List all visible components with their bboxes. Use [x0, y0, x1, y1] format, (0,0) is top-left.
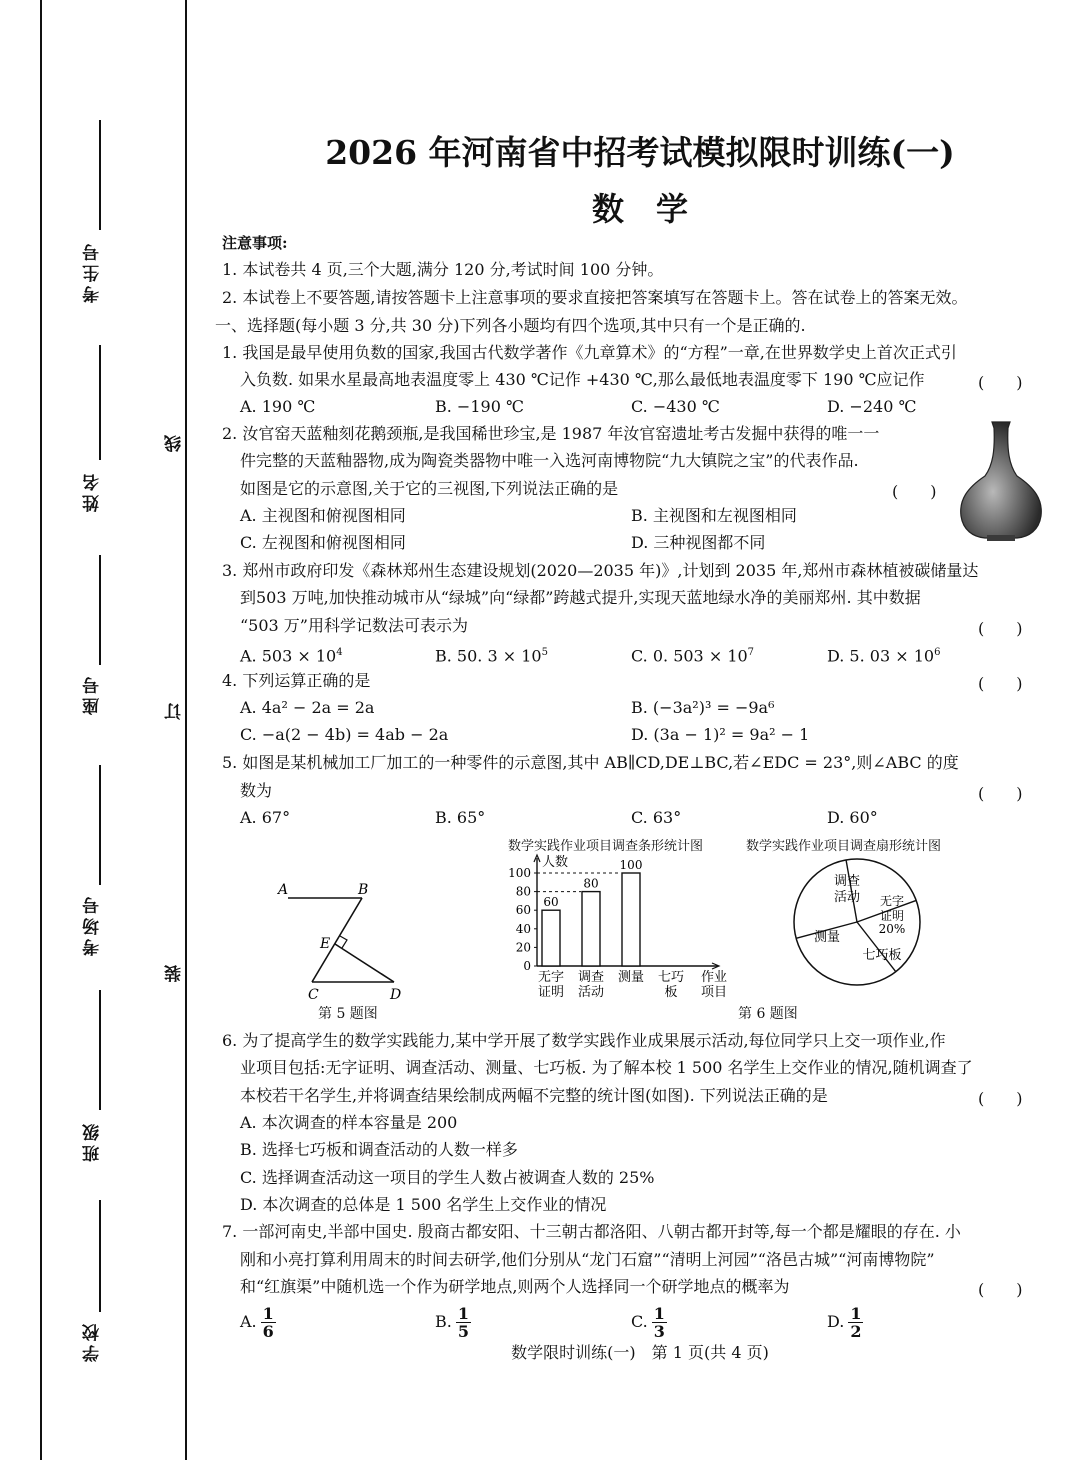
bar-category-label: 七巧: [657, 970, 685, 985]
q2-option-b: B. 主视图和左视图相同: [631, 506, 797, 525]
binding-mark-order: 订: [165, 703, 185, 720]
q7-option-c-fraction: [652, 1305, 667, 1340]
q5-right-angle-mark: [340, 936, 347, 948]
q1-answer-paren: ( ): [978, 373, 1023, 392]
bar-x-label: 项目: [700, 985, 728, 1000]
school-label: 学校: [83, 1320, 103, 1362]
q7-line-3: 和“红旗渠”中随机选一个作为研学地点,则两个人选择同一个研学地点的概率为: [240, 1277, 790, 1296]
bar-category-label: 活动: [577, 985, 605, 1000]
q5-option-c: C. 63°: [631, 808, 682, 827]
q5-option-d: D. 60°: [827, 808, 878, 827]
q7-answer-paren: ( ): [978, 1280, 1023, 1299]
q3-option-a-base: A. 503 × 10: [240, 646, 337, 666]
q1-option-d: D. −240 ℃: [827, 397, 917, 416]
q3-option-d: [827, 643, 940, 666]
q7-line-2: 刚和小亮打算利用周末的时间去研学,他们分别从“龙门石窟”“清明上河园”“洛邑古城”“河南博物院”: [240, 1250, 935, 1269]
q3-option-c-exp: 7: [747, 647, 755, 658]
pie-label-proof: 无字: [879, 894, 905, 908]
section-1-heading: 一、选择题(每小题 3 分,共 30 分)下列各小题均有四个选项,其中只有一个是正确的.: [215, 316, 806, 335]
q5-figure-caption: 第 5 题图: [318, 1006, 378, 1022]
bar-category-label: 无字: [537, 970, 565, 985]
q6-option-c: C. 选择调查活动这一项目的学生人数占被调查人数的 25%: [240, 1168, 655, 1187]
q2-line-2: 件完整的天蓝釉器物,成为陶瓷类器物中唯一入选河南博物院“九大镇院之宝”的代表作品.: [240, 451, 859, 470]
q1-line-2: 入负数. 如果水星最高地表温度零上 430 ℃记作 +430 ℃,那么最低地表温度零下 190 ℃应记作: [240, 370, 925, 389]
bar-3: [622, 873, 640, 966]
bar-y-tick-label: 60: [515, 903, 531, 918]
class-field[interactable]: [99, 990, 101, 1110]
note-2: 2. 本试卷上不要答题,请按答题卡上注意事项的要求直接把答案填写在答题卡上。答在试卷上的答案无效。: [222, 288, 968, 307]
q4-option-d: D. (3a − 1)² = 9a² − 1: [631, 725, 810, 744]
note-1: 1. 本试卷共 4 页,三个大题,满分 120 分,考试时间 100 分钟。: [222, 260, 664, 279]
pie-value-label-proof: 20%: [878, 922, 906, 936]
bar-category-label: 证明: [537, 985, 565, 1000]
q7-option-b-fraction: [456, 1305, 471, 1340]
q5-label-e: E: [320, 936, 331, 952]
q7-option-b-den: 5: [457, 1322, 469, 1341]
name-label: 姓名: [83, 470, 103, 512]
q7-option-d-fraction: [848, 1305, 863, 1340]
pie-chart: [790, 855, 925, 990]
q1-line-1: 1. 我国是最早使用负数的国家,我国古代数学著作《九章算术》的“方程”一章,在世界数学史上首次正式引: [222, 343, 957, 362]
q3-option-a-exp: 4: [336, 647, 343, 658]
q5-option-a: A. 67°: [240, 808, 291, 827]
subject-title: 数 学: [591, 190, 688, 228]
q4-option-a: A. 4a² − 2a = 2a: [240, 698, 375, 717]
bar-1: [542, 910, 560, 966]
room-no-field[interactable]: [99, 765, 101, 885]
q3-option-b: [435, 643, 548, 666]
q3-option-b-base: B. 50. 3 × 10: [435, 646, 542, 666]
bar-y-tick-label: 100: [508, 866, 531, 880]
bar-category-label: 调查: [577, 970, 605, 985]
bar-y-tick-label: 80: [515, 884, 531, 899]
q6-option-a: A. 本次调查的样本容量是 200: [240, 1113, 458, 1132]
q7-option-c-den: 3: [653, 1322, 665, 1341]
pie-label-tangram: 七巧板: [862, 948, 902, 963]
q3-option-d-base: D. 5. 03 × 10: [827, 646, 935, 666]
q2-option-c: C. 左视图和俯视图相同: [240, 533, 406, 552]
q1-option-b: B. −190 ℃: [435, 397, 524, 416]
q7-option-d-den: 2: [850, 1322, 862, 1341]
q2-line-3: 如图是它的示意图,关于它的三视图,下列说法正确的是: [240, 479, 619, 498]
bar-category-label: 板: [664, 985, 678, 1000]
q5-label-b: B: [358, 882, 369, 898]
q4-option-b: B. (−3a²)³ = −9a⁶: [631, 698, 775, 717]
bar-y-label: 人数: [542, 855, 569, 870]
bar-value-label: 100: [619, 858, 643, 872]
binding-mark-line: 线: [165, 435, 185, 452]
q6-line-2: 业项目包括:无字证明、调查活动、测量、七巧板. 为了解本校 1 500 名学生上交作业的情况,随机调查了: [240, 1058, 973, 1077]
q7-option-c-num: 1: [653, 1304, 665, 1323]
q1-option-c: C. −430 ℃: [631, 397, 720, 416]
q7-option-c-label: C.: [631, 1312, 648, 1331]
binding-line-outer: [40, 0, 42, 1460]
q6-option-d: D. 本次调查的总体是 1 500 名学生上交作业的情况: [240, 1195, 607, 1214]
class-label: 班级: [83, 1120, 103, 1162]
pie-label-survey: 调查: [833, 874, 861, 889]
vase-image: [955, 420, 1047, 542]
q4-option-c: C. −a(2 − 4b) = 4ab − 2a: [240, 725, 449, 744]
q4-stem: 4. 下列运算正确的是: [222, 671, 371, 690]
bar-y-tick-label: 20: [515, 940, 531, 955]
binding-line-inner: [185, 0, 187, 1460]
q3-line-1: 3. 郑州市政府印发《森林郑州生态建设规划(2020—2035 年)》,计划到 2035 年,郑州市森林植被碳储量达: [222, 561, 979, 580]
q5-label-d: D: [390, 987, 402, 1003]
bar-y-tick-label: 40: [515, 921, 531, 936]
bar-chart-title: 数学实践作业项目调查条形统计图: [508, 839, 704, 854]
binding-mark-bind: 装: [165, 965, 185, 982]
seat-no-label: 座号: [83, 673, 103, 715]
q5-option-b: B. 65°: [435, 808, 486, 827]
q3-answer-paren: ( ): [978, 619, 1023, 638]
pie-label-proof: 证明: [879, 909, 905, 923]
q3-option-c-base: C. 0. 503 × 10: [631, 646, 748, 666]
q7-option-d-label: D.: [827, 1312, 845, 1331]
q3-option-c: [631, 643, 754, 666]
q7-line-1: 7. 一部河南史,半部中国史. 殷商古都安阳、十三朝古都洛阳、八朝古都开封等,每一个都是耀眼的存在. 小: [222, 1222, 961, 1241]
q7-option-a-fraction: [261, 1305, 276, 1340]
q7-option-a-den: 6: [262, 1322, 274, 1341]
q5-label-a: A: [278, 882, 289, 898]
q4-answer-paren: ( ): [978, 674, 1023, 693]
bar-2: [582, 892, 600, 966]
q3-line-2: 到503 万吨,加快推动城市从“绿城”向“绿都”跨越式提升,实现天蓝地绿水净的美丽郑州. 其中数据: [240, 588, 921, 607]
q7-option-a-label: A.: [240, 1312, 257, 1331]
q5-line-1: 5. 如图是某机械加工厂加工的一种零件的示意图,其中 AB∥CD,DE⊥BC,若∠EDC = 23°,则∠ABC 的度: [222, 753, 959, 772]
q2-option-d: D. 三种视图都不同: [631, 533, 766, 552]
q7-option-a: [240, 1305, 276, 1340]
q5-segment-de: [335, 944, 394, 982]
exam-no-label: 考生号: [83, 240, 103, 303]
q7-option-a-num: 1: [262, 1304, 274, 1323]
q3-option-d-exp: 6: [934, 647, 941, 658]
q6-option-b: B. 选择七巧板和调查活动的人数一样多: [240, 1140, 518, 1159]
seat-no-field[interactable]: [99, 555, 101, 665]
q2-line-1: 2. 汝官窑天蓝釉刻花鹅颈瓶,是我国稀世珍宝,是 1987 年汝官窑遗址考古发掘中获得的唯一一: [222, 424, 880, 443]
q2-option-a: A. 主视图和俯视图相同: [240, 506, 406, 525]
q6-answer-paren: ( ): [978, 1089, 1023, 1108]
q3-line-3: “503 万”用科学记数法可表示为: [240, 616, 468, 635]
q5-label-c: C: [308, 987, 319, 1003]
bar-value-label: 80: [583, 876, 599, 891]
name-field[interactable]: [99, 345, 101, 460]
page-footer: 数学限时训练(一) 第 1 页(共 4 页): [511, 1343, 769, 1362]
q7-option-d: [827, 1305, 863, 1340]
q6-line-3: 本校若干名学生,并将调查结果绘制成两幅不完整的统计图(如图). 下列说法正确的是: [240, 1086, 828, 1105]
q5-figure: [270, 878, 420, 1003]
bar-chart: [490, 852, 740, 1002]
school-field[interactable]: [99, 1200, 101, 1312]
q7-option-b-label: B.: [435, 1312, 452, 1331]
q3-option-b-exp: 5: [541, 647, 548, 658]
q5-answer-paren: ( ): [978, 784, 1023, 803]
q7-option-c: [631, 1305, 667, 1340]
q5-line-2: 数为: [240, 781, 273, 800]
room-no-label: 考场号: [83, 893, 103, 956]
notes-heading: 注意事项:: [222, 234, 288, 252]
q7-option-d-num: 1: [850, 1304, 862, 1323]
q7-option-b-num: 1: [457, 1304, 469, 1323]
bar-y-tick-label: 0: [523, 959, 531, 973]
q3-option-a: [240, 643, 343, 666]
bar-value-label: 60: [543, 895, 559, 910]
pie-chart-title: 数学实践作业项目调查扇形统计图: [746, 839, 942, 854]
bar-category-label: 测量: [617, 970, 645, 985]
pie-label-measure: 测量: [813, 930, 841, 945]
q2-answer-paren: ( ): [892, 482, 937, 501]
q6-figure-caption: 第 6 题图: [738, 1006, 798, 1022]
exam-no-field[interactable]: [99, 120, 101, 230]
q1-option-a: A. 190 ℃: [240, 397, 316, 416]
q7-option-b: [435, 1305, 471, 1340]
page-title: 2026 年河南省中招考试模拟限时训练(一): [325, 133, 955, 172]
q6-line-1: 6. 为了提高学生的数学实践能力,某中学开展了数学实践作业成果展示活动,每位同学只上交一项作业,作: [222, 1031, 946, 1050]
pie-label-survey: 活动: [833, 890, 861, 905]
bar-x-label: 作业: [700, 970, 728, 985]
